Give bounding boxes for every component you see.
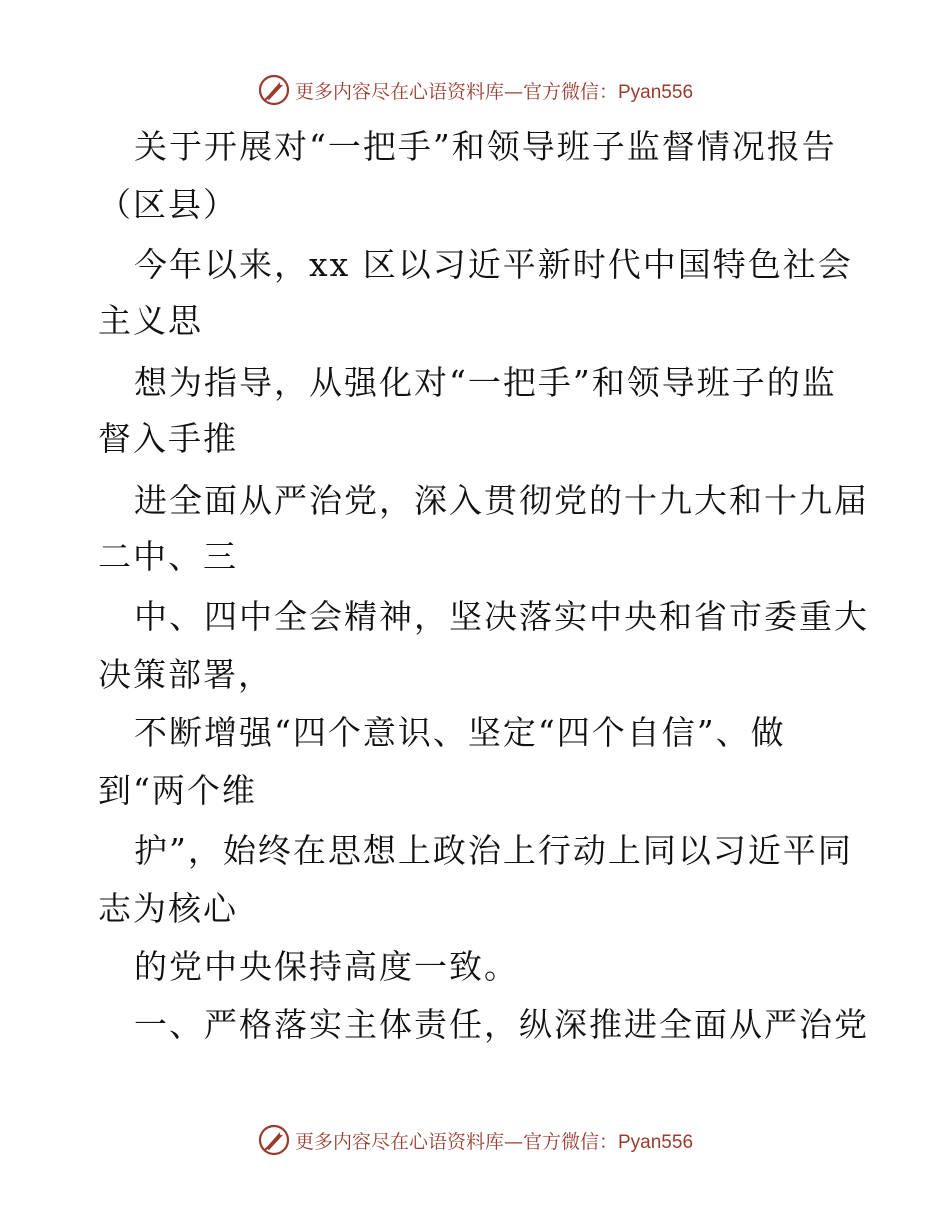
paragraph-line: 中、四中全会精神，坚决落实中央和省市委重大 xyxy=(134,597,869,636)
watermark-footer xyxy=(0,1120,950,1160)
document-title: 关于开展对“一把手”和领导班子监督情况报告 xyxy=(134,127,837,166)
paragraph-line: 的党中央保持高度一致。 xyxy=(134,947,519,986)
watermark-text: 更多内容尽在心语资料库—官方微信：Pyan556 xyxy=(294,1130,694,1153)
document-subtitle: （区县） xyxy=(98,185,238,224)
paragraph-line: 二中、三 xyxy=(98,537,238,576)
watermark-contact: Pyan556 xyxy=(618,81,694,103)
section-heading: 一、严格落实主体责任，纵深推进全面从严治党 xyxy=(134,1005,869,1044)
paragraph-line: 督入手推 xyxy=(98,419,238,458)
watermark-text: 更多内容尽在心语资料库—官方微信：Pyan556 xyxy=(294,80,694,103)
paragraph-line: 想为指导，从强化对“一把手”和领导班子的监 xyxy=(134,363,837,402)
paragraph-line: 到“两个维 xyxy=(98,771,257,810)
watermark-contact: Pyan556 xyxy=(618,1131,694,1153)
paragraph-line: 主义思 xyxy=(98,301,203,340)
paragraph-line: 决策部署， xyxy=(98,655,273,694)
paragraph-line: 志为核心 xyxy=(98,889,238,928)
paragraph-line: 今年以来，xx 区以习近平新时代中国特色社会 xyxy=(134,245,853,284)
paragraph-line: 护”，始终在思想上政治上行动上同以习近平同 xyxy=(134,831,853,870)
paragraph-line: 不断增强“四个意识、坚定“四个自信”、做 xyxy=(134,713,786,752)
paragraph-line: 进全面从严治党，深入贯彻党的十九大和十九届 xyxy=(134,481,869,520)
quill-pen-logo-icon xyxy=(257,1123,291,1157)
